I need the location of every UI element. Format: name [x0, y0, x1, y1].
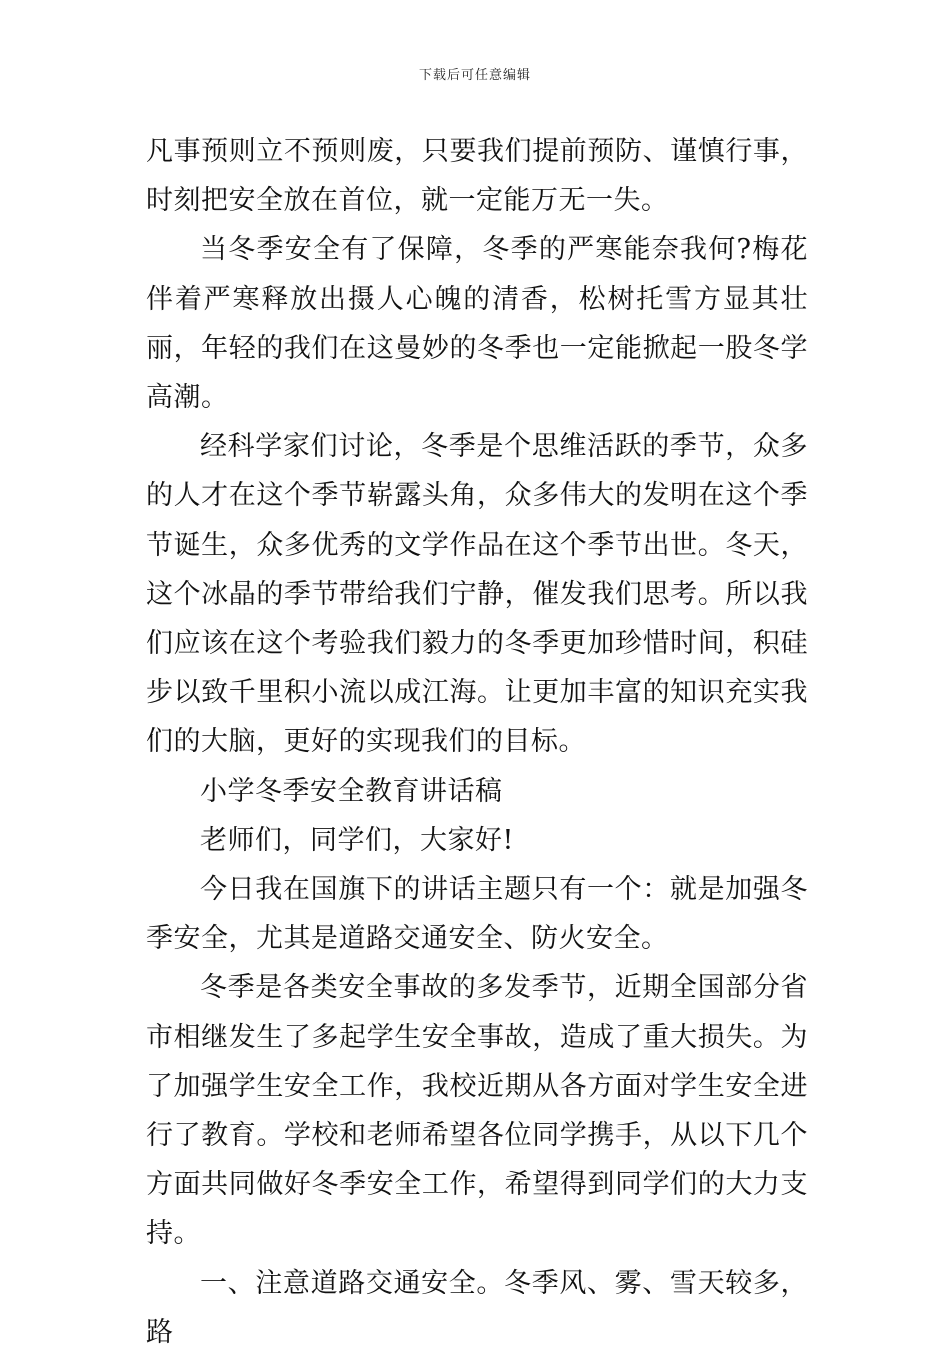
greeting: 老师们，同学们，大家好! — [200, 824, 514, 856]
paragraph-2: 当冬季安全有了保障，冬季的严寒能奈我何?梅花伴着严寒释放出摄人心魄的清香，松树托雪方显其壮丽，年轻的我们在这曼妙的冬季也一定能掀起一股冬学高潮。 — [146, 234, 808, 414]
paragraph-6: 今日我在国旗下的讲话主题只有一个：就是加强冬季安全，尤其是道路交通安全、防火安全。 — [146, 874, 808, 955]
paragraph-8: 一、注意道路交通安全。冬季风、雾、雪天较多，路 — [146, 1267, 808, 1348]
header-note: 下载后可任意编辑 — [418, 68, 531, 83]
paragraph-3: 经科学家们讨论，冬季是个思维活跃的季节，众多的人才在这个季节崭露头角，众多伟大的发明在这个季节诞生，众多优秀的文学作品在这个季节出世。冬天，这个冰晶的季节带给我们宁静，催发我们思考。所以我们应该在这个考验我们毅力的冬季更加珍惜时间，积硅步以致千里积小流以成江海。让更加丰富的知识充实我们的大脑，更好的实现我们的目标。 — [146, 431, 808, 758]
section-title: 小学冬季安全教育讲话稿 — [200, 775, 503, 807]
document-body — [146, 127, 808, 1357]
paragraph-7: 冬季是各类安全事故的多发季节，近期全国部分省市相继发生了多起学生安全事故，造成了重大损失。为了加强学生安全工作，我校近期从各方面对学生安全进行了教育。学校和老师希望各位同学携手，从以下几个方面共同做好冬季安全工作，希望得到同学们的大力支持。 — [146, 972, 808, 1250]
paragraph-1: 凡事预则立不预则废，只要我们提前预防、谨慎行事，时刻把安全放在首位，就一定能万无一失。 — [146, 136, 808, 217]
